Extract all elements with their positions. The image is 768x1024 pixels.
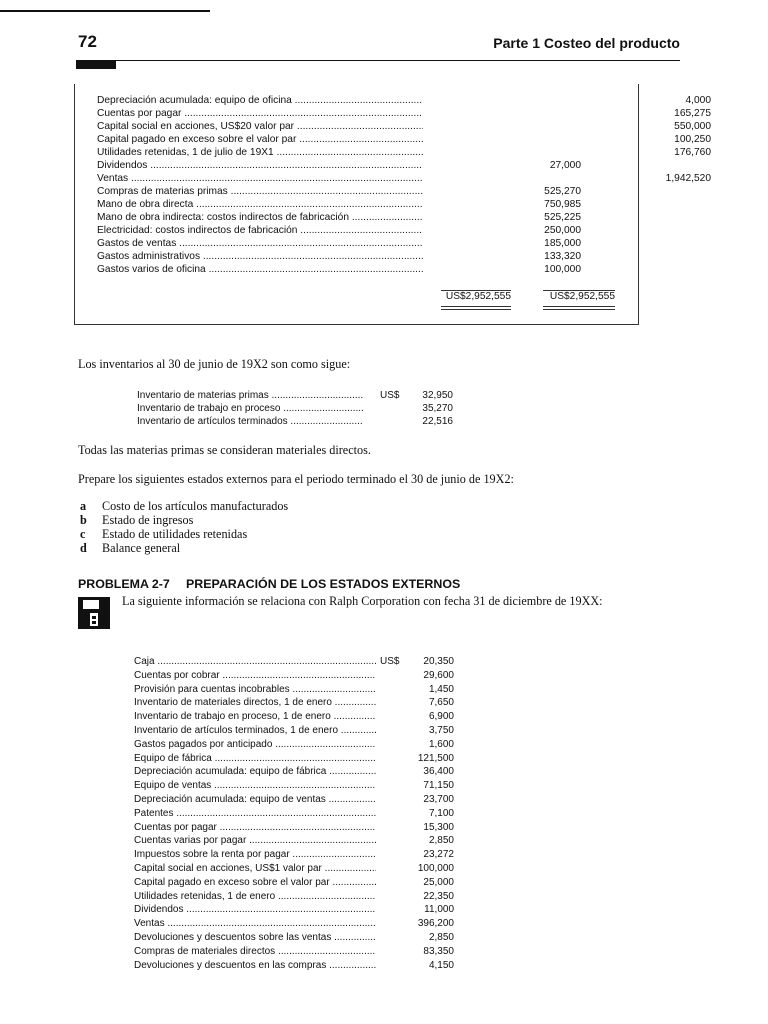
ledger-account: Mano de obra directa ..... <box>97 198 423 211</box>
ledger-account: Depreciación acumulada: equipo de oficina ..... <box>97 94 423 107</box>
inventory-value: 35,270 <box>422 403 453 414</box>
page-number: 72 <box>78 32 97 51</box>
ralph-account-value: 23,272 <box>423 849 454 861</box>
statement-text: Estado de utilidades retenidas <box>102 527 248 541</box>
problem-heading <box>78 577 460 591</box>
part-name: Costeo del producto <box>543 35 680 51</box>
ralph-account-label: Equipo de ventas ..... <box>134 779 376 793</box>
statement-text: Balance general <box>102 541 181 555</box>
ralph-account-label: Devoluciones y descuentos en las compras ..... <box>134 959 376 973</box>
ralph-account-value: 29,600 <box>423 669 454 681</box>
ledger-account: Gastos de ventas ..... <box>97 237 423 250</box>
problem-title: PREPARACIÓN DE LOS ESTADOS EXTERNOS <box>186 577 461 591</box>
ralph-account-value: 100,000 <box>417 863 454 874</box>
ralph-account-value: 36,400 <box>423 766 454 778</box>
ledger-account: Ventas ..... <box>97 172 423 185</box>
ralph-account-label: Cuentas varias por pagar ..... <box>134 834 376 848</box>
inventory-currency: US$ <box>380 390 400 401</box>
ralph-account-value: 23,700 <box>423 794 454 805</box>
ralph-account-value: 1,450 <box>428 683 454 695</box>
ledger-account: Compras de materias primas ..... <box>97 185 423 198</box>
debit-double-line-2 <box>441 309 511 310</box>
ledger-account: Gastos administrativos ..... <box>97 250 423 263</box>
ralph-account-value: 20,350 <box>423 656 454 667</box>
total-credit: US$2,952,555 <box>549 291 615 302</box>
ralph-account-value: 2,850 <box>428 932 454 943</box>
ralph-account-label: Depreciación acumulada: equipo de fábrica ..... <box>134 765 376 779</box>
ledger-debit: 27,000 <box>549 160 581 171</box>
problem-intro: La siguiente información se relaciona con Ralph Corporation con fecha 31 de diciembre de 19XX: <box>122 594 603 608</box>
credit-double-line-2 <box>543 309 615 310</box>
inventories-intro: Los inventarios al 30 de junio de 19X2 son como sigue: <box>78 357 351 371</box>
inventory-label: Inventario de materias primas ..... <box>137 389 363 402</box>
ralph-currency: US$ <box>380 656 400 667</box>
ledger-debit: 250,000 <box>544 225 581 236</box>
debit-double-line-1 <box>441 306 511 307</box>
ledger-credit: 176,760 <box>674 147 711 158</box>
ralph-account-value: 22,350 <box>423 890 454 902</box>
ralph-account-value: 83,350 <box>423 945 454 957</box>
ledger-credit: 550,000 <box>674 121 711 132</box>
ralph-account-value: 3,750 <box>428 725 454 736</box>
ralph-account-value: 15,300 <box>423 821 454 833</box>
ledger-credit: 165,275 <box>674 108 711 119</box>
ledger-debit: 133,320 <box>544 251 581 262</box>
ralph-account-value: 2,850 <box>428 835 454 847</box>
ralph-account-label: Utilidades retenidas, 1 de enero ..... <box>134 890 376 904</box>
ralph-account-label: Gastos pagados por anticipado ..... <box>134 738 376 752</box>
ledger-account: Mano de obra indirecta: costos indirectos de fabricación ..... <box>97 211 423 224</box>
ralph-account-label: Capital pagado en exceso sobre el valor par ..... <box>134 876 376 890</box>
ledger-debit: 100,000 <box>544 264 581 275</box>
paragraph-materials: Todas las materias primas se consideran materiales directos. <box>78 443 371 457</box>
ralph-account-label: Devoluciones y descuentos sobre las ventas ..... <box>134 931 376 945</box>
ralph-account-label: Inventario de artículos terminados, 1 de enero ..... <box>134 724 376 738</box>
inventory-value: 32,950 <box>422 390 453 401</box>
ralph-account-value: 1,600 <box>428 738 454 750</box>
total-debit: US$2,952,555 <box>445 291 511 302</box>
ralph-account-label: Compras de materiales directos ..... <box>134 945 376 959</box>
header-rule <box>76 60 680 61</box>
ralph-account-value: 396,200 <box>417 918 454 930</box>
ledger-debit: 750,985 <box>544 199 581 210</box>
statement-letter: b <box>80 513 87 527</box>
ralph-account-value: 25,000 <box>423 876 454 888</box>
ralph-account-value: 6,900 <box>428 711 454 723</box>
floppy-disk-icon <box>78 597 110 629</box>
ralph-account-label: Patentes ..... <box>134 807 376 821</box>
statement-text: Costo de los artículos manufacturados <box>102 499 289 513</box>
ralph-account-label: Provisión para cuentas incobrables ..... <box>134 683 376 697</box>
ralph-account-value: 71,150 <box>423 780 454 792</box>
header-marker <box>76 60 116 69</box>
ralph-account-label: Inventario de trabajo en proceso, 1 de enero ..... <box>134 710 376 724</box>
ralph-account-value: 121,500 <box>417 752 454 764</box>
ledger-debit: 525,225 <box>544 212 581 223</box>
ledger-account: Electricidad: costos indirectos de fabricación ..... <box>97 224 423 237</box>
ralph-account-label: Cuentas por cobrar ..... <box>134 669 376 683</box>
ledger-credit: 1,942,520 <box>665 173 711 184</box>
ralph-account-value: 11,000 <box>424 904 454 916</box>
inventory-label: Inventario de artículos terminados ..... <box>137 415 363 428</box>
ledger-account: Capital social en acciones, US$20 valor par ..... <box>97 120 423 133</box>
ledger-account: Cuentas por pagar ..... <box>97 107 423 120</box>
ledger-account: Utilidades retenidas, 1 de julio de 19X1 ..... <box>97 146 423 159</box>
inventory-value: 22,516 <box>422 416 453 427</box>
ralph-account-label: Equipo de fábrica ..... <box>134 752 376 766</box>
paragraph-prepare: Prepare los siguientes estados externos para el periodo terminado el 30 de junio de 19X2: <box>78 472 514 486</box>
ledger-debit: 525,270 <box>544 186 581 197</box>
problem-number: PROBLEMA 2-7 <box>78 577 170 591</box>
statement-letter: d <box>80 541 87 555</box>
top-rule <box>0 10 210 12</box>
statement-letter: c <box>80 527 86 541</box>
statement-text: Estado de ingresos <box>102 513 194 527</box>
ledger-debit: 185,000 <box>544 238 581 249</box>
credit-double-line-1 <box>543 306 615 307</box>
part-number: 1 <box>532 35 540 51</box>
ralph-account-label: Ventas ..... <box>134 917 376 931</box>
ledger-account: Capital pagado en exceso sobre el valor par ..... <box>97 133 423 146</box>
ralph-account-label: Inventario de materiales directos, 1 de enero ..... <box>134 696 376 710</box>
ledger-account: Gastos varios de oficina ..... <box>97 263 423 276</box>
ledger-credit: 4,000 <box>685 95 711 106</box>
ledger-credit: 100,250 <box>674 134 711 145</box>
ralph-account-label: Impuestos sobre la renta por pagar ..... <box>134 848 376 862</box>
ralph-account-value: 7,100 <box>428 807 454 819</box>
ralph-account-label: Depreciación acumulada: equipo de ventas ..... <box>134 793 376 807</box>
ralph-account-label: Caja ..... <box>134 655 376 669</box>
ralph-account-label: Capital social en acciones, US$1 valor par ..... <box>134 862 376 876</box>
part-label: Parte <box>493 35 529 51</box>
ralph-account-label: Dividendos ..... <box>134 903 376 917</box>
ralph-account-value: 7,650 <box>428 697 454 709</box>
ralph-account-label: Cuentas por pagar ..... <box>134 821 376 835</box>
inventory-label: Inventario de trabajo en proceso ..... <box>137 402 363 415</box>
ralph-account-value: 4,150 <box>428 959 454 971</box>
part-title <box>493 35 680 51</box>
ledger-account: Dividendos ..... <box>97 159 423 172</box>
statement-letter: a <box>80 499 87 513</box>
